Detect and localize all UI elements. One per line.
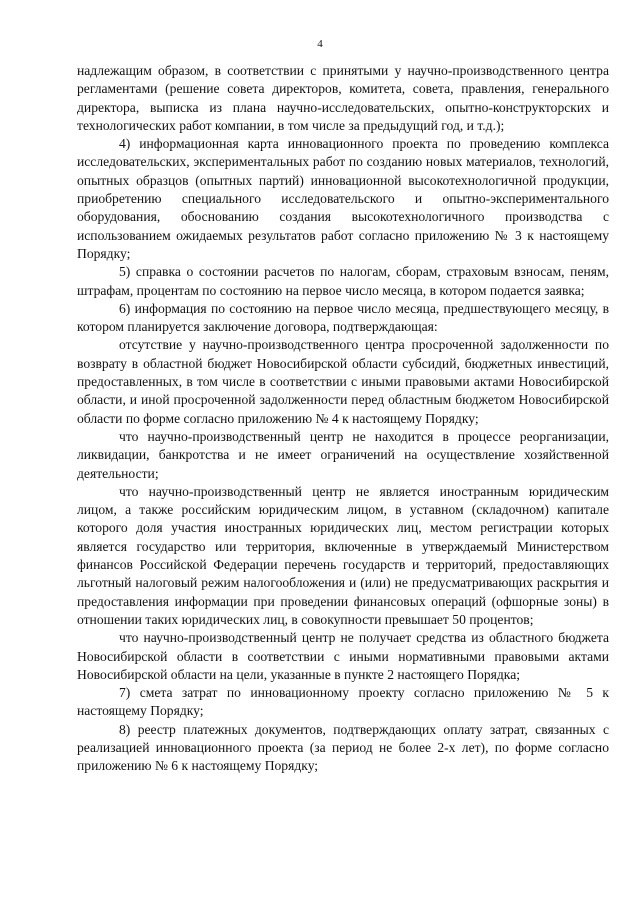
paragraph: что научно-производственный центр не является иностранным юридическим лицом, а также российским юридическим лицом, в уставном (складочном) капитале которого доля участия иностранных юридических лиц, местом регистрации которых является государство или территория, включенные в утверждаемый Министерством финансов Российской Федерации перечень государств и территорий, предоставляющих льготный налоговый режим налогообложения и (или) не предусматривающих раскрытия и предоставления информации при проведении финансовых операций (офшорные зоны) в отношении таких юридических лиц, в совокупности превышает 50 процентов; xyxy=(77,483,609,627)
paragraph: 6) информация по состоянию на первое число месяца, предшествующего месяцу, в котором планируется заключение договора, подтверждающая: xyxy=(77,300,609,335)
paragraph: 8) реестр платежных документов, подтверждающих оплату затрат, связанных с реализацией инновационного проекта (за период не более 2-х лет), по форме согласно приложению № 6 к настоящему Порядку; xyxy=(77,721,609,774)
paragraph: что научно-производственный центр не получает средства из областного бюджета Новосибирской области в соответствии с иными нормативными правовыми актами Новосибирской области на цели, указанные в пункте 2 настоящего Порядка; xyxy=(77,630,609,682)
paragraph: надлежащим образом, в соответствии с принятыми у научно-производственного центра регламентами (решение совета директоров, комитета, совета, правления, генерального директора, выписка из плана научно-исследовательских, опытно-конструкторских и технологических работ компании, в том числе за предыдущий год, и т.д.); xyxy=(77,63,609,133)
document-body xyxy=(77,62,609,776)
paragraph: отсутствие у научно-производственного центра просроченной задолженности по возврату в областной бюджет Новосибирской области субсидий, бюджетных инвестиций, предоставленных, в том числе в соответствии с иными правовыми актами Новосибирской области, и иной просроченной задолженности перед областным бюджетом Новосибирской области по форме согласно приложению № 4 к настоящему Порядку; xyxy=(77,337,609,426)
paragraph: 5) справка о состоянии расчетов по налогам, сборам, страховым взносам, пеням, штрафам, процентам по состоянию на первое число месяца, в котором подается заявка; xyxy=(77,264,609,298)
paragraph: 7) смета затрат по инновационному проекту согласно приложению № 5 к настоящему Порядку; xyxy=(77,685,609,719)
page-number: 4 xyxy=(317,38,323,50)
paragraph: 4) информационная карта инновационного проекта по проведению комплекса исследовательских, экспериментальных работ по созданию новых материалов, технологий, опытных образцов (опытных партий) инновационной высокотехнологичной продукции, приобретению специального исследовательского и опытно-экспериментального оборудования, обоснованию создания высокотехнологичного производства с использованием ожидаемых результатов работ согласно приложению № 3 к настоящему Порядку; xyxy=(77,136,609,261)
paragraph: что научно-производственный центр не находится в процессе реорганизации, ликвидации, банкротства и не имеет ограничений на осуществление хозяйственной деятельности; xyxy=(77,428,609,481)
